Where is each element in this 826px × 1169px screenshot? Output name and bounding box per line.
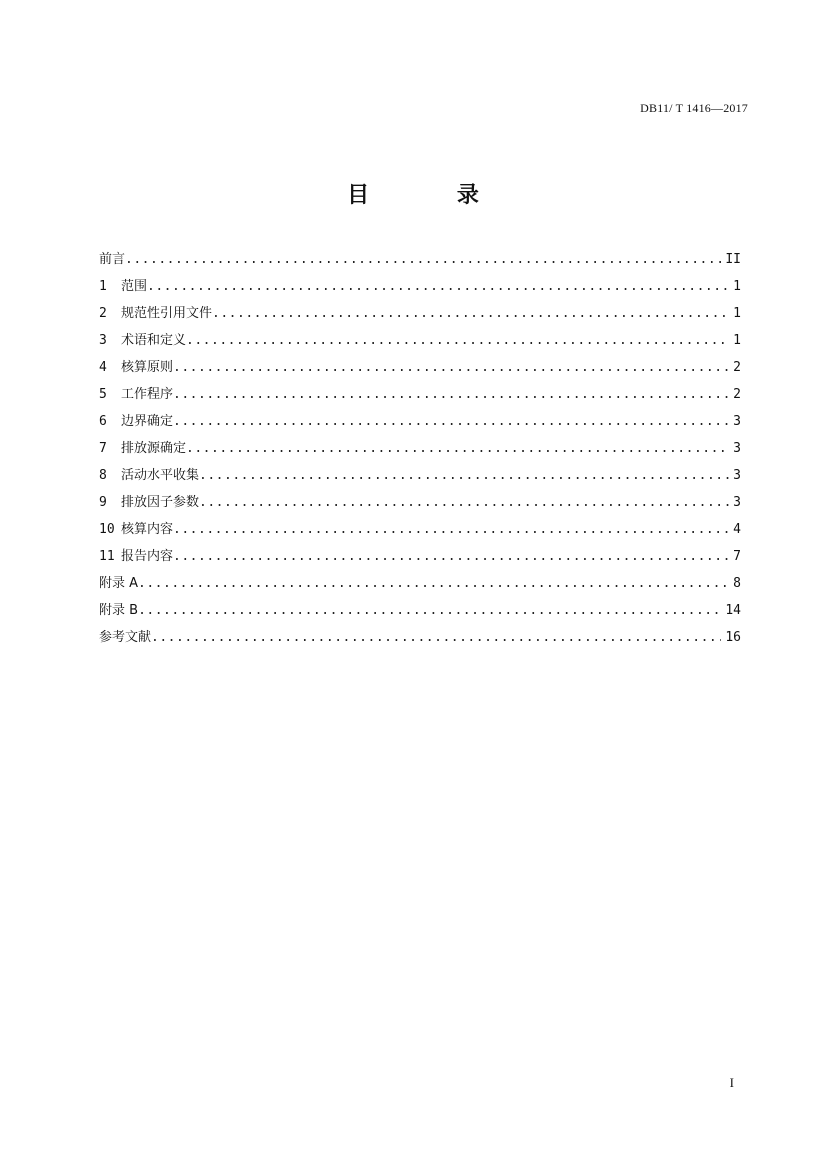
table-of-contents	[99, 250, 741, 655]
toc-entry[interactable]	[99, 385, 741, 412]
toc-entry-label: 边界确定	[121, 414, 174, 429]
toc-entry[interactable]	[99, 547, 741, 574]
toc-dot-leader	[151, 628, 721, 648]
toc-dot-leader	[173, 358, 729, 378]
toc-dot-leader	[186, 439, 729, 459]
toc-entry[interactable]	[99, 574, 741, 601]
page-title: 目 录	[347, 183, 519, 208]
toc-entry-label: 工作程序	[121, 387, 174, 402]
toc-entry[interactable]	[99, 358, 741, 385]
toc-entry-number: 2	[99, 306, 107, 321]
toc-entry-page: 2	[733, 360, 741, 375]
toc-entry-label: 范围	[121, 279, 148, 294]
toc-entry-page: 3	[733, 414, 741, 429]
toc-dot-leader	[186, 331, 729, 351]
toc-dot-leader	[138, 574, 729, 594]
toc-entry-page: 2	[733, 387, 741, 402]
toc-entry[interactable]	[99, 331, 741, 358]
toc-dot-leader	[173, 412, 729, 432]
toc-dot-leader	[173, 520, 729, 540]
toc-dot-leader	[138, 601, 721, 621]
toc-entry-label: 前言	[99, 252, 126, 267]
toc-entry-label: 排放源确定	[121, 441, 187, 456]
toc-entry-number: 10	[99, 522, 115, 537]
toc-entry[interactable]	[99, 412, 741, 439]
toc-entry-page: 3	[733, 441, 741, 456]
toc-entry-label: 核算原则	[121, 360, 174, 375]
toc-entry[interactable]	[99, 601, 741, 628]
toc-entry-page: 7	[733, 549, 741, 564]
standard-code: DB11/ T 1416—2017	[640, 101, 748, 115]
toc-dot-leader	[199, 493, 729, 513]
toc-entry-number: 9	[99, 495, 107, 510]
toc-entry-number: 8	[99, 468, 107, 483]
toc-dot-leader	[147, 277, 729, 297]
toc-entry[interactable]	[99, 250, 741, 277]
toc-entry-number: 11	[99, 549, 115, 564]
toc-entry[interactable]	[99, 466, 741, 493]
toc-dot-leader	[125, 250, 721, 270]
toc-entry-label: 核算内容	[121, 522, 174, 537]
toc-entry-label: 参考文献	[99, 630, 152, 645]
toc-entry-label: 活动水平收集	[121, 468, 200, 483]
toc-entry-page: 1	[733, 279, 741, 294]
toc-entry-number: 7	[99, 441, 107, 456]
toc-entry-page: 3	[733, 468, 741, 483]
toc-entry[interactable]	[99, 493, 741, 520]
toc-entry-page: 16	[725, 630, 741, 645]
toc-entry[interactable]	[99, 628, 741, 655]
toc-entry-page: 4	[733, 522, 741, 537]
toc-entry-number: 1	[99, 279, 107, 294]
toc-entry[interactable]	[99, 439, 741, 466]
toc-entry-number: 3	[99, 333, 107, 348]
toc-entry[interactable]	[99, 520, 741, 547]
toc-entry-label: 附录 B	[99, 603, 139, 618]
toc-dot-leader	[173, 385, 729, 405]
toc-dot-leader	[173, 547, 729, 567]
toc-entry-page: 1	[733, 306, 741, 321]
toc-entry-page: 8	[733, 576, 741, 591]
toc-entry[interactable]	[99, 304, 741, 331]
page-number: I	[729, 1075, 734, 1090]
toc-entry-page: 1	[733, 333, 741, 348]
toc-entry-page: 14	[725, 603, 741, 618]
toc-entry-label: 排放因子参数	[121, 495, 200, 510]
toc-entry[interactable]	[99, 277, 741, 304]
toc-entry-label: 附录 A	[99, 576, 139, 591]
toc-entry-page: II	[725, 252, 741, 267]
toc-entry-label: 规范性引用文件	[121, 306, 213, 321]
toc-entry-number: 6	[99, 414, 107, 429]
toc-entry-label: 报告内容	[121, 549, 174, 564]
toc-entry-number: 4	[99, 360, 107, 375]
toc-dot-leader	[212, 304, 729, 324]
toc-dot-leader	[199, 466, 729, 486]
toc-entry-page: 3	[733, 495, 741, 510]
toc-entry-label: 术语和定义	[121, 333, 187, 348]
toc-entry-number: 5	[99, 387, 107, 402]
